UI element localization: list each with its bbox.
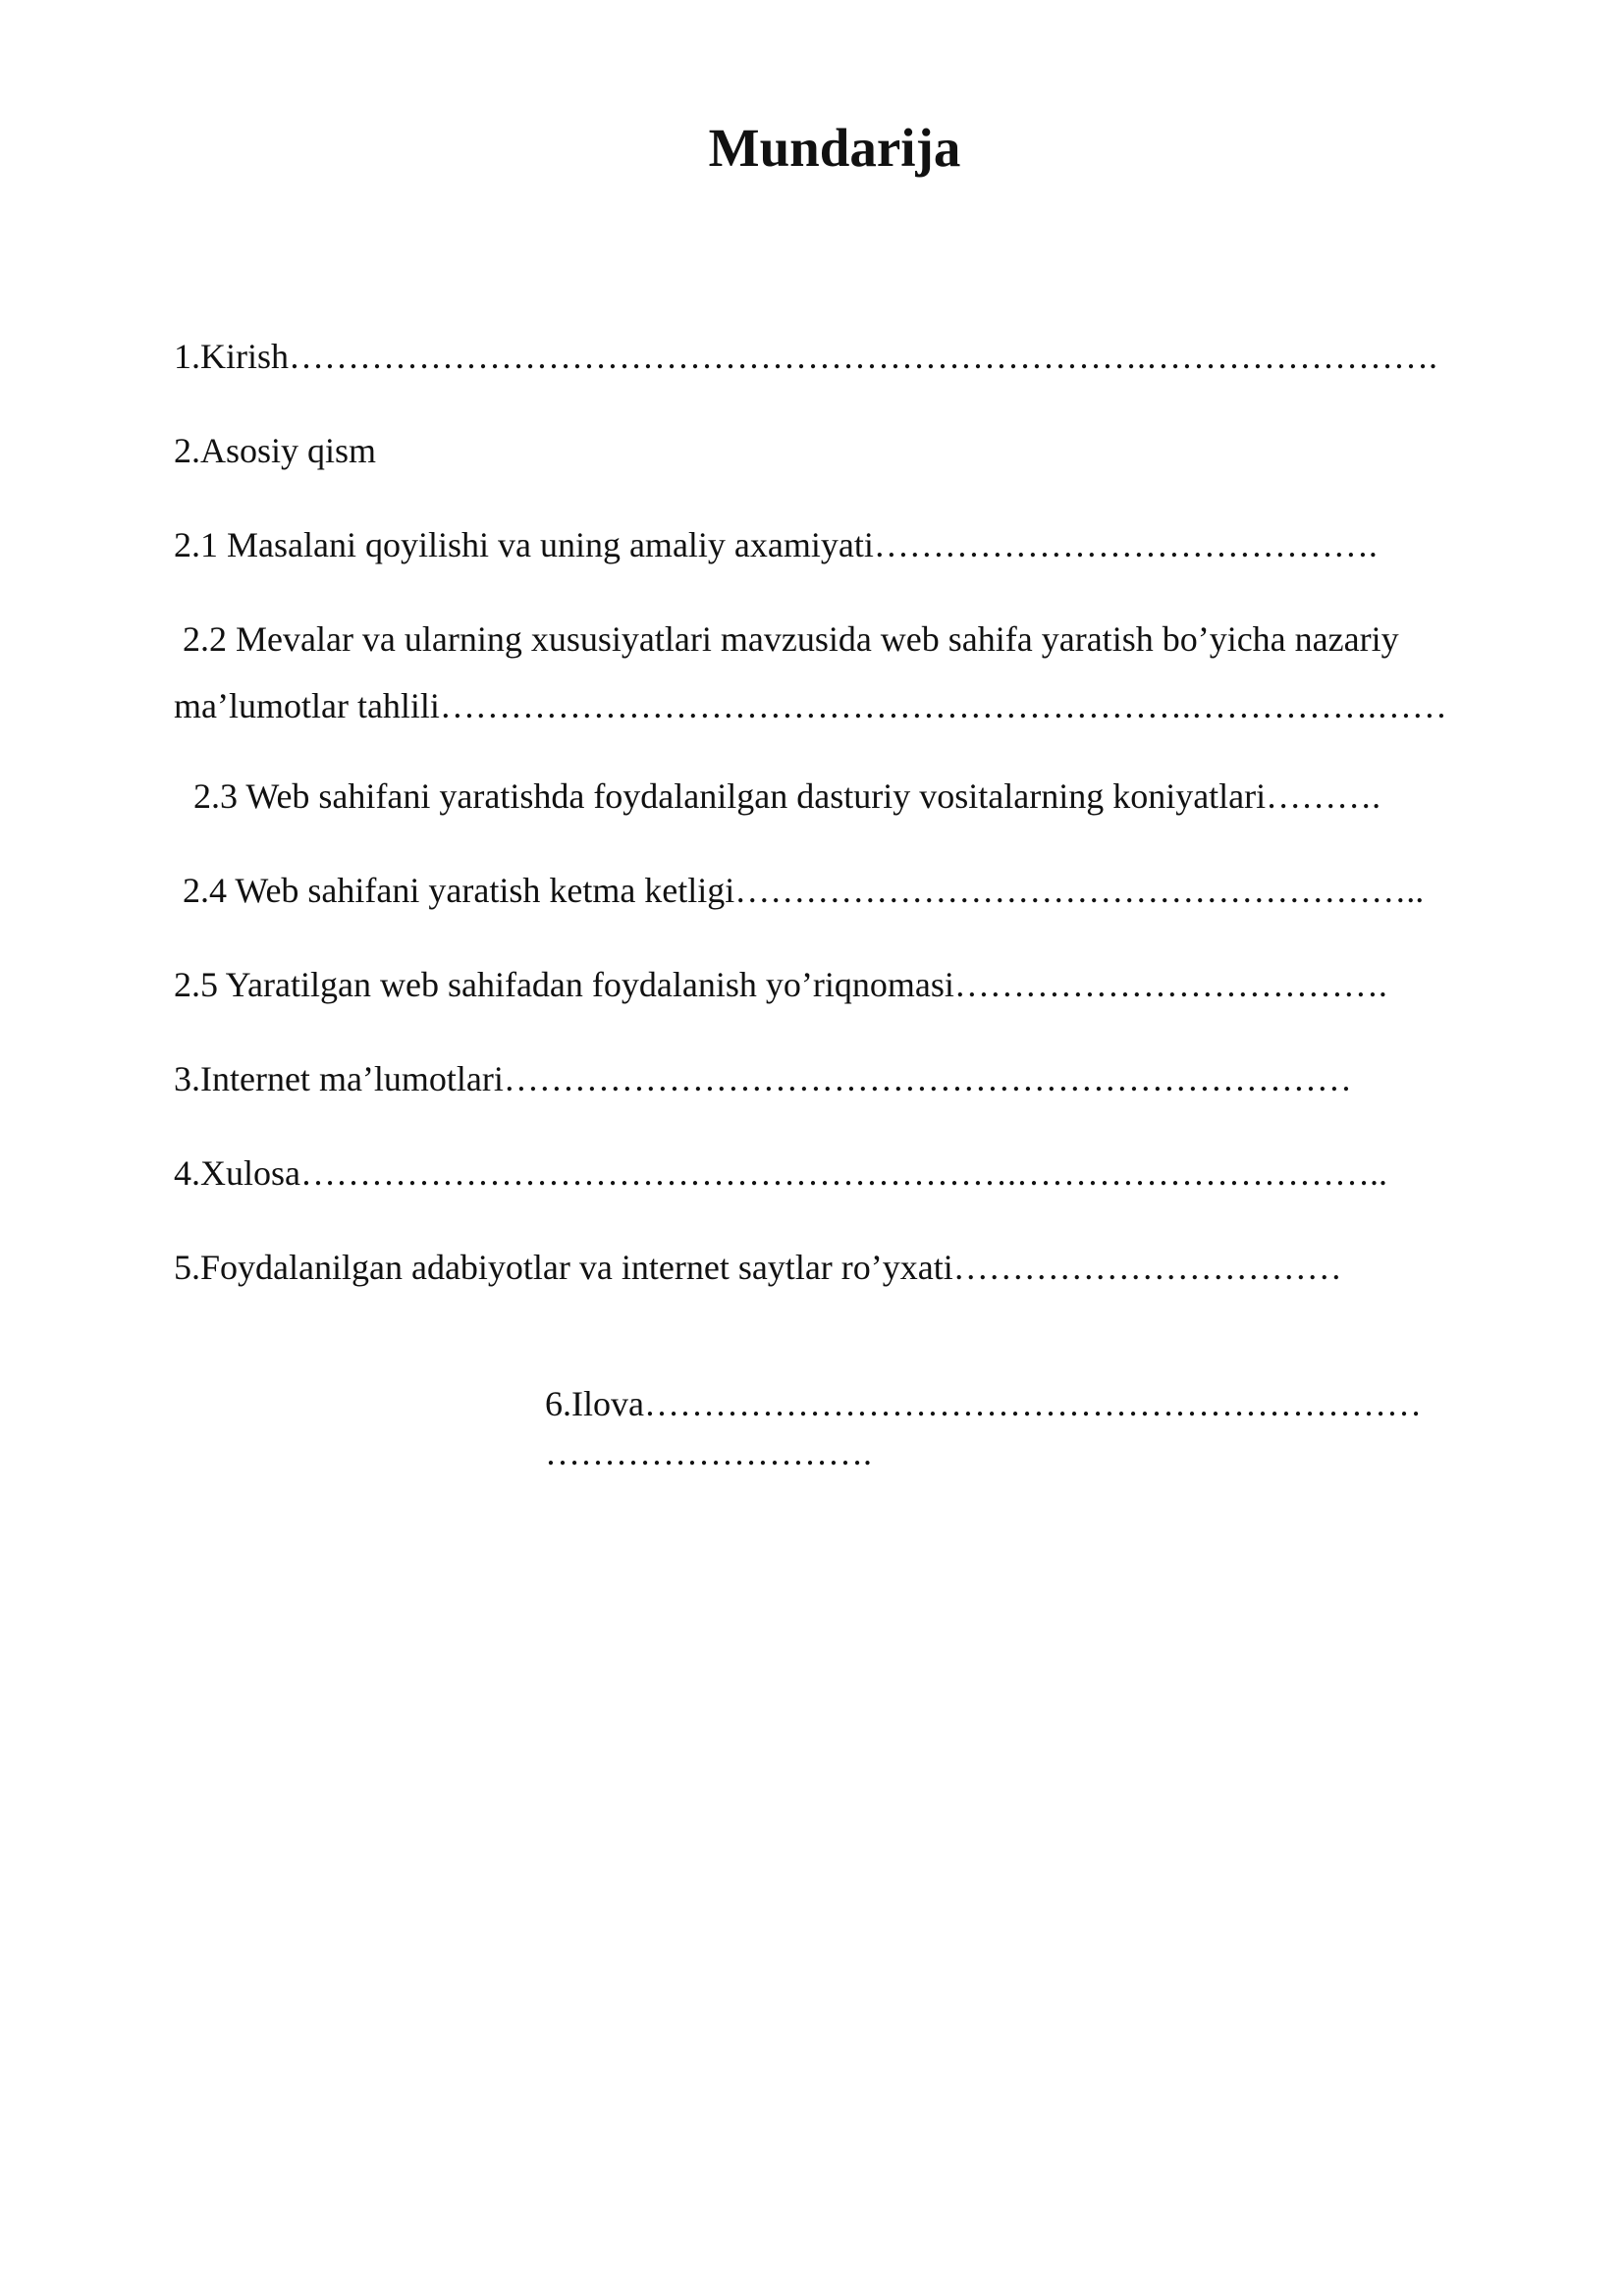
- page-title: Mundarija: [708, 118, 961, 178]
- toc-item-ilova-line1: 6.Ilova…………………………………………………………: [545, 1384, 1422, 1423]
- toc-item-2-2-line1: 2.2 Mevalar va ularning xususiyatlari mavzusida web sahifa yaratish bo’yicha nazariy: [183, 619, 1399, 659]
- toc-item-adabiyotlar: 5.Foydalanilgan adabiyotlar va internet saytlar ro’yxati……………………………: [174, 1248, 1342, 1287]
- toc-item-kirish: 1.Kirish……………………………………………………………….…………………….: [174, 337, 1437, 376]
- toc-item-2-4: 2.4 Web sahifani yaratish ketma ketligi…………………………………………………..: [183, 871, 1425, 910]
- toc-item-asosiy-qism: 2.Asosiy qism: [174, 431, 377, 470]
- toc-item-2-5: 2.5 Yaratilgan web sahifadan foydalanish yo’riqnomasi……………………………….: [174, 965, 1387, 1004]
- toc-item-2-3: 2.3 Web sahifani yaratishda foydalanilgan dasturiy vositalarning koniyatlari……….: [193, 776, 1381, 816]
- toc-item-2-2-line2: ma’lumotlar tahlili……………………………………………………….…………….……: [174, 686, 1447, 725]
- toc-item-2-1: 2.1 Masalani qoyilishi va uning amaliy axamiyati…………………………………….: [174, 525, 1378, 564]
- toc-item-xulosa: 4.Xulosa…………………………………………………….…………………………..: [174, 1153, 1387, 1193]
- toc-item-ilova-line2: ……………………….: [545, 1433, 872, 1472]
- toc-item-internet: 3.Internet ma’lumotlari………………………………………………………………: [174, 1059, 1352, 1098]
